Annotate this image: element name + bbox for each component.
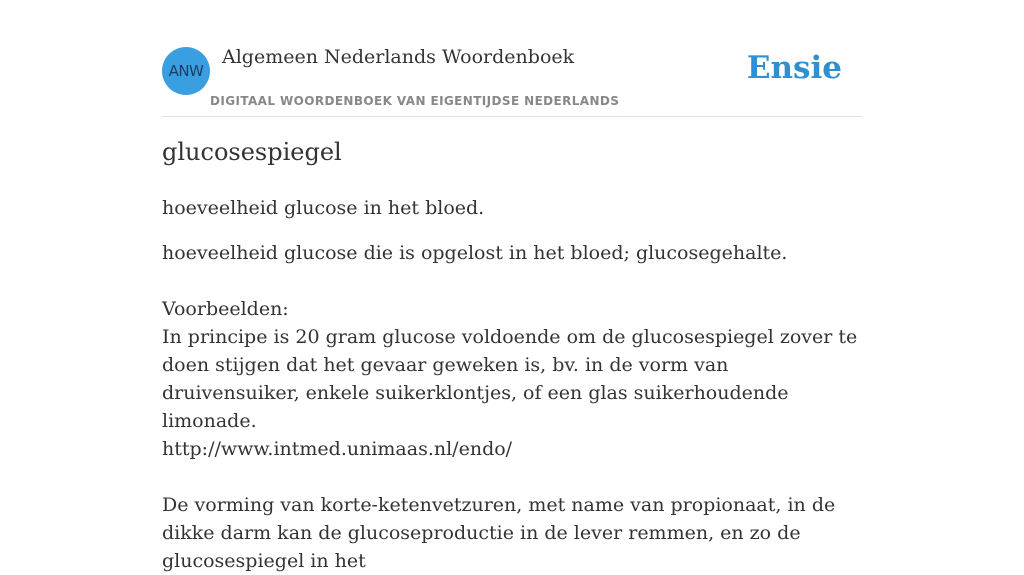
site-subtitle: DIGITAAL WOORDENBOEK VAN EIGENTIJDSE NEDERLANDS: [210, 94, 620, 108]
short-definition: hoeveelheid glucose in het bloed.: [162, 197, 485, 219]
examples-label: Voorbeelden:: [162, 298, 289, 320]
example-source-link[interactable]: http://www.intmed.unimaas.nl/endo/: [162, 438, 513, 460]
entry-content: [162, 239, 862, 575]
example-text: In principe is 20 gram glucose voldoende om de glucosespiegel zover te doen stijgen dat het gevaar geweken is, bv. in de vorm van druivensuiker, enkele suikerklontjes, of een glas suikerhoudende limonade.: [162, 326, 858, 432]
site-title[interactable]: Algemeen Nederlands Woordenboek: [222, 46, 575, 68]
page-container: [162, 0, 862, 572]
example-text: De vorming van korte-ketenvetzuren, met name van propionaat, in de dikke darm kan de glucoseproductie in de lever remmen, en zo de glucosespiegel in het: [162, 494, 836, 572]
site-header: [162, 0, 862, 117]
anw-logo[interactable]: ANW: [162, 47, 210, 95]
ensie-brand-link[interactable]: Ensie: [746, 50, 842, 86]
page-title: glucosespiegel: [162, 138, 342, 166]
full-definition: hoeveelheid glucose die is opgelost in het bloed; glucosegehalte.: [162, 242, 788, 264]
